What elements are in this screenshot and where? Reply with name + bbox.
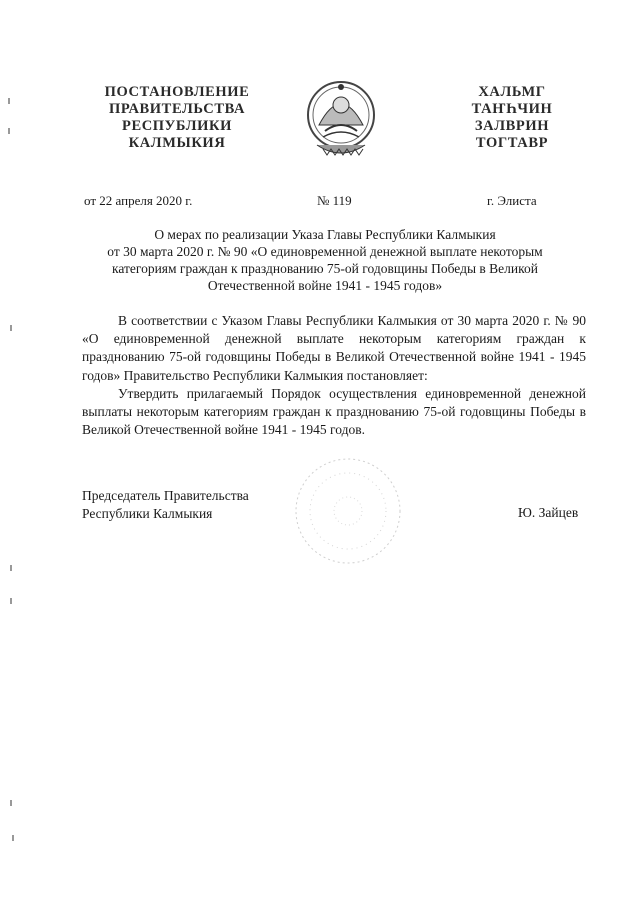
- header-left-line: КАЛМЫКИЯ: [128, 135, 226, 151]
- document-body: [82, 312, 586, 439]
- header-right-line: ТАҤҺЧИН: [471, 101, 553, 117]
- header-right-line: ЗАЛВРИН: [474, 118, 550, 134]
- signatory-position-line: Председатель Правительства: [82, 488, 249, 503]
- margin-mark: [8, 98, 10, 104]
- margin-mark: [10, 325, 12, 331]
- header-left-line: ПОСТАНОВЛЕНИЕ: [104, 84, 250, 100]
- title-line: Отечественной войне 1941 - 1945 годов»: [207, 278, 443, 293]
- margin-mark: [10, 598, 12, 604]
- body-paragraph-preamble: В соответствии с Указом Главы Республики Калмыкия от 30 марта 2020 г. № 90 «О единовременной денежной выплате некоторым категориям граждан к празднованию 75-ой годовщины Победы в Великой Отечественной войне 1941 - 1945 годов» Правительство Республики Калмыкия постановляет:: [82, 313, 586, 383]
- body-paragraph-resolution: Утвердить прилагаемый Порядок осуществления единовременной денежной выплаты некоторым категориям граждан к празднованию 75-ой годовщины Победы в Великой Отечественной войне 1941 - 1945 годов.: [82, 385, 586, 438]
- title-line: категориям граждан к празднованию 75-ой годовщины Победы в Великой: [111, 261, 538, 276]
- margin-mark: [10, 565, 12, 571]
- header-right-title: [452, 84, 572, 152]
- signatory-name: Ю. Зайцев: [518, 505, 579, 520]
- header-left-line: РЕСПУБЛИКИ: [121, 118, 233, 134]
- margin-mark: [8, 128, 10, 134]
- document-title: [80, 226, 570, 294]
- title-line: от 30 марта 2020 г. № 90 «О единовременной денежной выплате некоторым: [107, 244, 543, 259]
- margin-mark: [10, 800, 12, 806]
- document-city: г. Элиста: [487, 193, 537, 208]
- header-left-line: ПРАВИТЕЛЬСТВА: [108, 101, 246, 117]
- header-left-title: [88, 84, 266, 152]
- calmykia-coat-of-arms-icon: [303, 75, 379, 165]
- header-right-line: ТОГТАВР: [475, 135, 549, 151]
- faded-official-seal-icon: [292, 455, 404, 567]
- signatory-position-line: Республики Калмыкия: [82, 506, 213, 521]
- margin-mark: [12, 835, 14, 841]
- signatory-position: [82, 487, 249, 523]
- header-right-line: ХАЛЬМГ: [478, 84, 546, 100]
- document-number: № 119: [317, 193, 352, 208]
- document-date: от 22 апреля 2020 г.: [84, 193, 193, 208]
- title-line: О мерах по реализации Указа Главы Республики Калмыкия: [154, 227, 496, 242]
